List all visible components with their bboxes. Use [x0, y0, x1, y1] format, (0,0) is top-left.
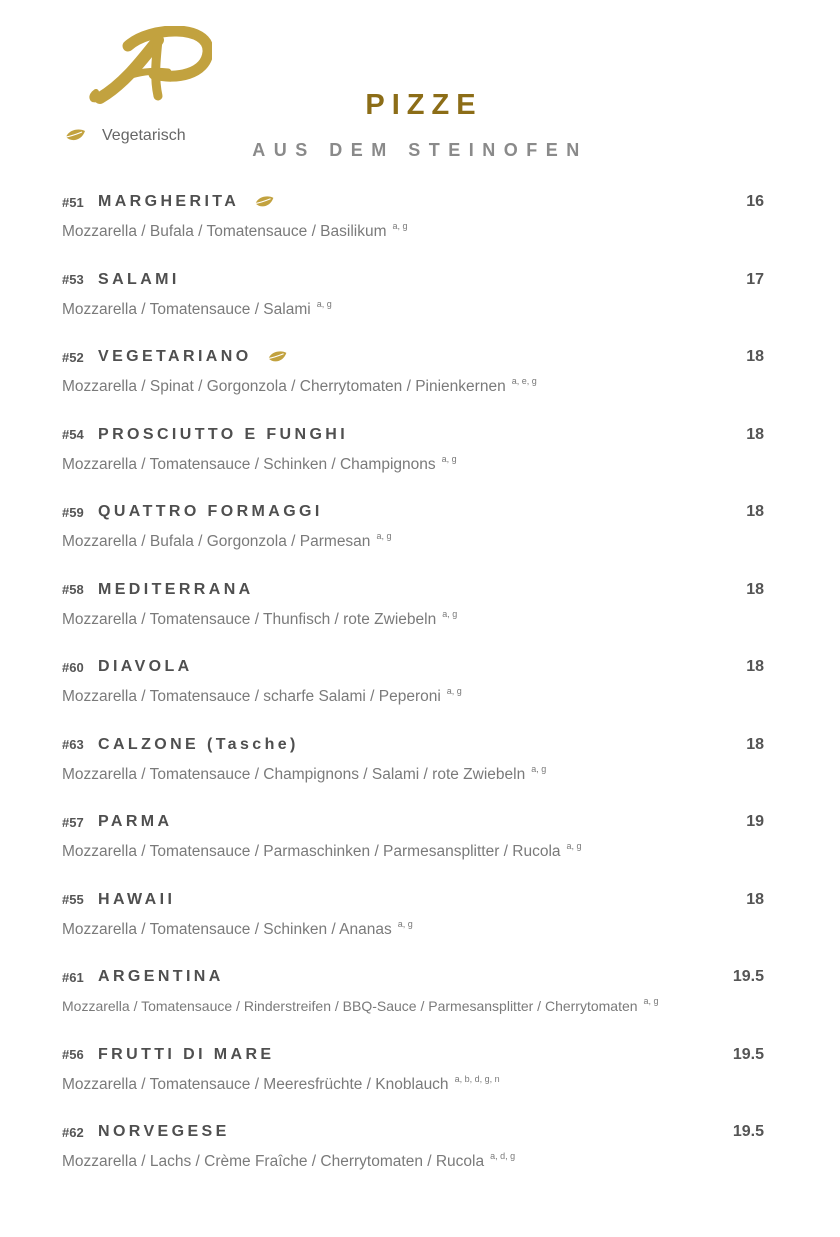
item-name: PROSCIUTTO E FUNGHI — [98, 425, 349, 443]
item-ingredients: Mozzarella / Tomatensauce / Meeresfrüchte / Knoblauch — [62, 1075, 449, 1093]
menu-item-header — [62, 889, 764, 911]
item-price: 18 — [746, 890, 764, 908]
menu-item — [62, 734, 764, 812]
item-name: QUATTRO FORMAGGI — [98, 503, 323, 520]
item-description — [62, 299, 764, 319]
menu-item-header — [62, 346, 764, 368]
item-price: 19.5 — [732, 968, 764, 985]
menu-item-header — [62, 424, 764, 446]
menu-item — [62, 811, 764, 889]
item-ingredients: Mozzarella / Lachs / Crème Fraîche / Cherrytomaten / Rucola — [62, 1153, 485, 1170]
page-title: PIZZE — [365, 89, 483, 121]
item-name: NORVEGESE — [98, 1123, 230, 1140]
item-price: 18 — [746, 348, 764, 365]
item-number: #59 — [62, 504, 84, 520]
item-allergens: a, g — [397, 918, 413, 929]
item-name: PARMA — [98, 813, 173, 830]
item-ingredients: Mozzarella / Bufala / Tomatensauce / Basilikum — [62, 223, 387, 240]
item-description — [62, 996, 764, 1014]
item-price: 18 — [746, 425, 764, 443]
menu-item — [62, 1121, 764, 1199]
item-allergens: a, g — [566, 841, 582, 851]
item-allergens: a, g — [446, 686, 462, 696]
item-ingredients: Mozzarella / Tomatensauce / Rinderstreifen / BBQ-Sauce / Parmesansplitter / Cherrytomaten — [62, 998, 638, 1014]
item-price: 18 — [746, 580, 764, 598]
item-ingredients: Mozzarella / Spinat / Gorgonzola / Cherrytomaten / Pinienkernen — [62, 378, 506, 395]
item-name: SALAMI — [98, 270, 180, 288]
menu-item — [62, 346, 764, 424]
item-price: 19 — [746, 813, 764, 830]
item-allergens: a, e, g — [511, 376, 537, 386]
menu-item — [62, 966, 764, 1044]
item-description — [62, 764, 764, 784]
item-name: FRUTTI DI MARE — [98, 1045, 275, 1063]
item-number: #63 — [62, 737, 84, 752]
menu-item — [62, 191, 764, 269]
item-name: MARGHERITA — [98, 193, 240, 210]
item-description — [62, 531, 764, 551]
item-number: #62 — [62, 1124, 84, 1140]
legend-label: Vegetarisch — [102, 127, 186, 144]
item-number: #52 — [62, 349, 84, 365]
item-number: #55 — [62, 892, 84, 907]
item-number: #51 — [62, 194, 84, 210]
item-ingredients: Mozzarella / Tomatensauce / scharfe Salami / Peperoni — [62, 688, 441, 705]
item-ingredients: Mozzarella / Tomatensauce / Parmaschinken / Parmesansplitter / Rucola — [62, 843, 561, 860]
item-allergens: a, g — [643, 996, 659, 1006]
item-number: #53 — [62, 272, 84, 287]
item-description — [62, 686, 764, 706]
item-name: ARGENTINA — [98, 968, 224, 985]
item-number: #54 — [62, 427, 84, 442]
item-price: 18 — [746, 735, 764, 753]
item-ingredients: Mozzarella / Tomatensauce / Thunfisch / rote Zwiebeln — [62, 610, 437, 628]
item-allergens: a, g — [531, 763, 547, 774]
menu-item — [62, 269, 764, 347]
menu-item — [62, 1044, 764, 1122]
item-number: #58 — [62, 582, 84, 597]
item-description — [62, 454, 764, 474]
item-name: HAWAII — [98, 890, 176, 908]
item-number: #60 — [62, 659, 84, 675]
item-number: #61 — [62, 969, 84, 985]
item-name: CALZONE (Tasche) — [98, 735, 299, 753]
leaf-icon — [266, 350, 288, 365]
item-price: 18 — [746, 658, 764, 675]
item-description — [62, 841, 764, 861]
item-description — [62, 919, 764, 939]
item-allergens: a, b, d, g, n — [454, 1073, 500, 1084]
item-description — [62, 376, 764, 396]
item-name: VEGETARIANO — [98, 348, 252, 365]
menu-item-header — [62, 811, 764, 833]
menu-item-header — [62, 579, 764, 601]
menu-item-header — [62, 269, 764, 291]
menu-item-header — [62, 1121, 764, 1143]
item-price: 18 — [746, 503, 764, 520]
item-allergens: a, g — [442, 608, 458, 619]
item-allergens: a, d, g — [490, 1151, 516, 1161]
menu-list — [62, 191, 764, 1199]
menu-item-header — [62, 501, 764, 523]
item-ingredients: Mozzarella / Tomatensauce / Schinken / Ananas — [62, 920, 392, 938]
item-ingredients: Mozzarella / Tomatensauce / Salami — [62, 300, 311, 318]
leaf-icon — [253, 195, 275, 210]
item-price: 19.5 — [732, 1045, 764, 1063]
item-number: #57 — [62, 814, 84, 830]
menu-item-header — [62, 966, 764, 988]
menu-item-header — [62, 734, 764, 756]
menu-item-header — [62, 1044, 764, 1066]
item-name: DIAVOLA — [98, 658, 193, 675]
item-name: MEDITERRANA — [98, 580, 254, 598]
item-description — [62, 1151, 764, 1171]
item-price: 19.5 — [732, 1123, 764, 1140]
menu-item — [62, 656, 764, 734]
item-allergens: a, g — [376, 531, 392, 541]
menu-item — [62, 501, 764, 579]
menu-item-header — [62, 191, 764, 213]
menu-item — [62, 889, 764, 967]
item-allergens: a, g — [392, 221, 408, 231]
item-ingredients: Mozzarella / Tomatensauce / Schinken / Champignons — [62, 455, 436, 473]
item-allergens: a, g — [316, 298, 332, 309]
item-allergens: a, g — [441, 453, 457, 464]
page-subtitle: AUS DEM STEINOFEN — [252, 140, 588, 160]
item-ingredients: Mozzarella / Bufala / Gorgonzola / Parmesan — [62, 533, 371, 550]
item-description — [62, 609, 764, 629]
item-description — [62, 1074, 764, 1094]
item-description — [62, 221, 764, 241]
menu-item-header — [62, 656, 764, 678]
item-price: 17 — [746, 270, 764, 288]
menu-item — [62, 579, 764, 657]
item-number: #56 — [62, 1047, 84, 1062]
item-price: 16 — [746, 193, 764, 210]
item-ingredients: Mozzarella / Tomatensauce / Champignons / Salami / rote Zwiebeln — [62, 765, 526, 783]
menu-item — [62, 424, 764, 502]
